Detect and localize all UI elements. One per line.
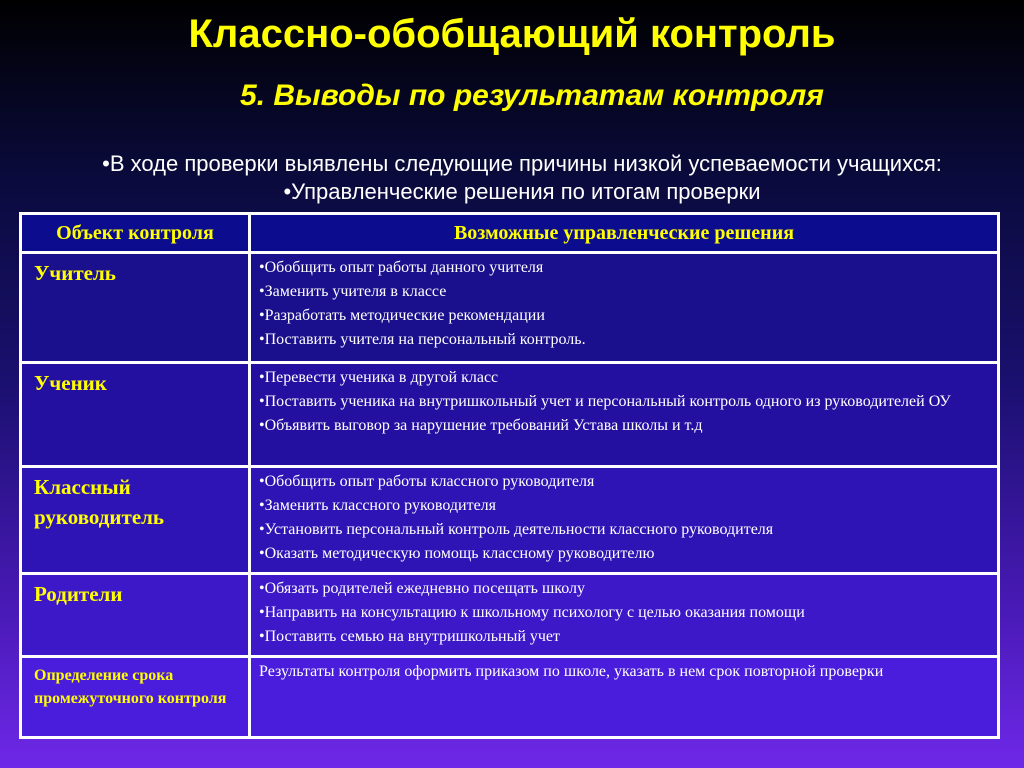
object-cell xyxy=(21,657,250,738)
decisions-cell xyxy=(250,363,999,467)
object-cell xyxy=(21,574,250,657)
object-label: Определение срока промежуточного контроля xyxy=(34,667,227,707)
decision-item: •Обобщить опыт работы классного руководителя xyxy=(259,473,595,490)
slide-title: Классно-обобщающий контроль xyxy=(188,12,836,56)
object-label: Классный руководитель xyxy=(34,475,165,529)
decision-item: •Заменить учителя в классе xyxy=(259,283,447,300)
decisions-cell xyxy=(250,253,999,363)
decision-item: •Объявить выговор за нарушение требований Устава школы и т.д xyxy=(259,417,703,434)
object-label: Родители xyxy=(34,582,123,606)
decision-item: •Направить на консультацию к школьному психологу с целью оказания помощи xyxy=(259,604,805,621)
slide-subtitle: 5. Выводы по результатам контроля xyxy=(240,79,824,112)
decision-item: •Перевести ученика в другой класс xyxy=(259,369,499,386)
bullet-item: •В ходе проверки выявлены следующие причины низкой успеваемости учащихся: xyxy=(102,151,942,176)
object-label: Ученик xyxy=(34,371,107,395)
decisions-cell xyxy=(250,574,999,657)
decisions-table xyxy=(19,212,1000,739)
decision-item: •Установить персональный контроль деятельности классного руководителя xyxy=(259,521,774,538)
intro-bullets xyxy=(0,150,1024,206)
table-header-row xyxy=(21,214,999,253)
object-label: Учитель xyxy=(34,261,116,285)
decision-item: •Заменить классного руководителя xyxy=(259,497,497,514)
decision-item: •Обобщить опыт работы данного учителя xyxy=(259,259,544,276)
table-row xyxy=(21,253,999,363)
object-cell xyxy=(21,253,250,363)
decision-item: Результаты контроля оформить приказом по школе, указать в нем срок повторной проверки xyxy=(259,663,884,680)
table-row xyxy=(21,467,999,574)
decision-item: •Поставить семью на внутришкольный учет xyxy=(259,628,561,645)
decision-item: •Поставить учителя на персональный контроль. xyxy=(259,331,586,348)
object-cell xyxy=(21,363,250,467)
decision-item: •Поставить ученика на внутришкольный учет и персональный контроль одного из руководителей ОУ xyxy=(259,393,951,410)
object-cell xyxy=(21,467,250,574)
decisions-cell xyxy=(250,657,999,738)
decision-item: •Оказать методическую помощь классному руководителю xyxy=(259,545,655,562)
decision-item: •Обязать родителей ежедневно посещать школу xyxy=(259,580,586,597)
header-decisions: Возможные управленческие решения xyxy=(250,214,999,253)
table-row xyxy=(21,363,999,467)
decision-item: •Разработать методические рекомендации xyxy=(259,307,545,324)
bullet-item: •Управленческие решения по итогам проверки xyxy=(283,179,761,204)
header-object: Объект контроля xyxy=(21,214,250,253)
table-row xyxy=(21,574,999,657)
table-row xyxy=(21,657,999,738)
decisions-cell xyxy=(250,467,999,574)
